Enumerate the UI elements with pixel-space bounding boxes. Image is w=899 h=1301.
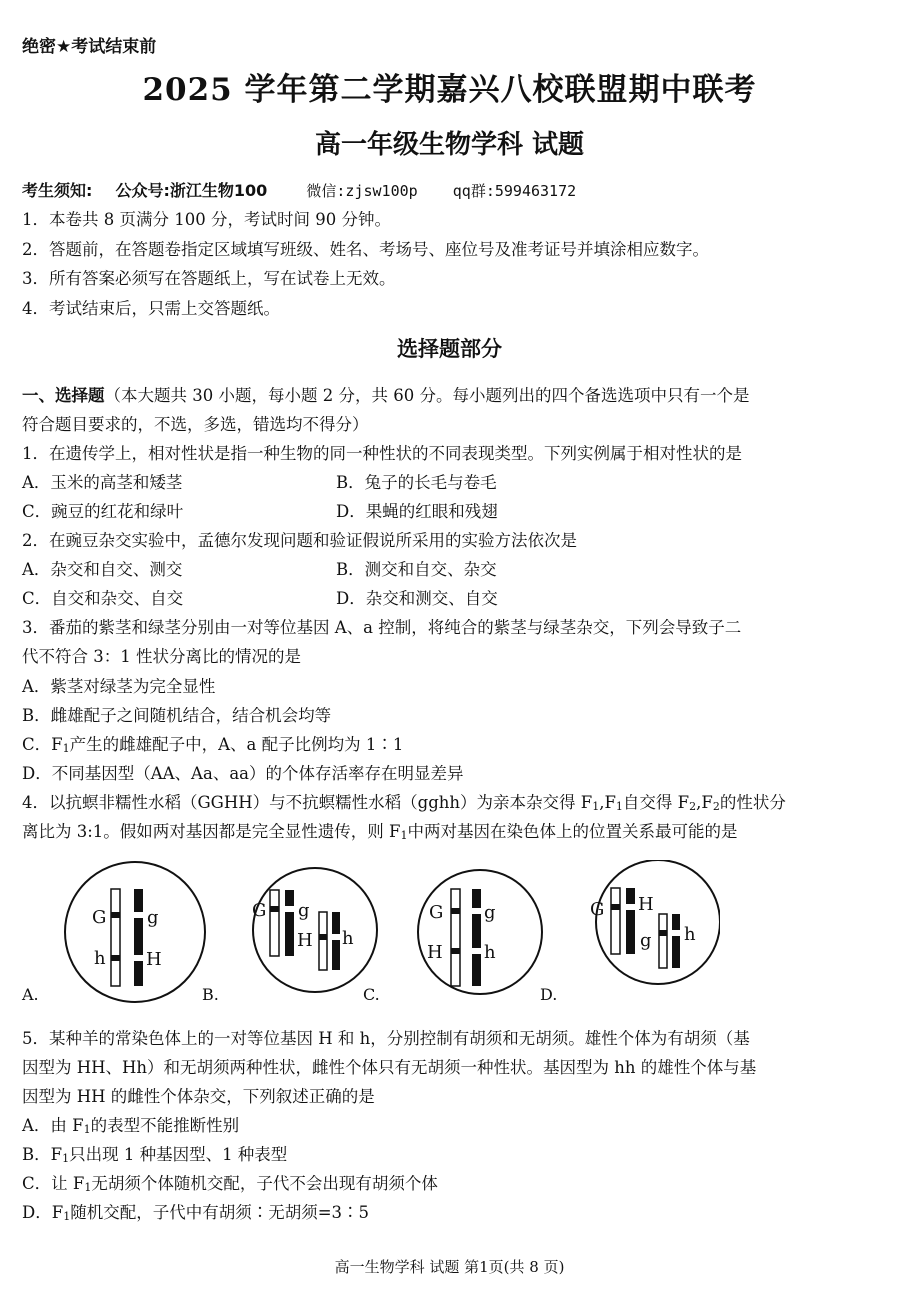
notice-item-1: 1．本卷共 8 页满分 100 分，考试时间 90 分钟。 xyxy=(22,210,391,229)
wechat-id: 微信:zjsw100p xyxy=(306,182,418,200)
q3-c-sub: 1 xyxy=(62,742,70,755)
q5-option-d xyxy=(22,1199,369,1223)
diagram-label-d: D. xyxy=(540,985,558,1004)
q3-option-c xyxy=(22,731,403,755)
q5-b-pre: B．F xyxy=(22,1145,63,1164)
gene-label: g xyxy=(147,907,159,928)
page-footer: 高一生物学科 试题 第1页(共 8 页) xyxy=(334,1258,565,1276)
exam-subtitle: 高一年级生物学科 试题 xyxy=(314,130,585,160)
q1-stem: 1．在遗传学上，相对性状是指一种生物的同一种性状的不同表现类型。下列实例属于相对性状的是 xyxy=(22,444,742,463)
q4-stem-1 xyxy=(22,789,786,813)
instruction-line-2: 符合题目要求的，不选，多选，错选均不得分） xyxy=(22,415,369,434)
q4-s1e: 的性状分 xyxy=(719,793,786,812)
q4-s2b: 中两对基因在染色体上的位置关系最可能的是 xyxy=(407,822,738,841)
q5-d-post: 随机交配，子代中有胡须∶无胡须=3∶5 xyxy=(70,1203,370,1222)
q3-option-b: B．雌雄配子之间随机结合，结合机会均等 xyxy=(22,706,332,725)
gene-label: g xyxy=(298,900,310,921)
notice-label: 考生须知: xyxy=(22,181,93,200)
notice-header xyxy=(22,178,576,201)
q4-s1a: 4．以抗螟非糯性水稻（GGHH）与不抗螟糯性水稻（gghh）为亲本杂交得 F xyxy=(22,793,593,812)
diagram-label-a: A. xyxy=(22,985,39,1004)
q3-stem-1: 3．番茄的紫茎和绿茎分别由一对等位基因 A、a 控制，将纯合的紫茎与绿茎杂交，下列会导致子二 xyxy=(22,618,742,637)
q5-c-pre: C．让 F xyxy=(22,1174,85,1193)
q5-stem-2: 因型为 HH、Hh）和无胡须两种性状，雌性个体只有无胡须一种性状。基因型为 hh 的雄性个体与基 xyxy=(22,1058,757,1077)
q1-option-c: C．豌豆的红花和绿叶 xyxy=(22,502,184,521)
q5-a-sub: 1 xyxy=(83,1123,91,1136)
diagram-c xyxy=(418,870,542,994)
gene-label: h xyxy=(484,942,496,963)
q4-sub-2: 1 xyxy=(615,800,623,813)
diagram-d xyxy=(590,860,720,984)
diagram-label-c: C. xyxy=(363,985,380,1004)
q4-s1d: ,F xyxy=(696,793,713,812)
diagram-b xyxy=(252,868,377,992)
q4-sub-1: 1 xyxy=(592,800,600,813)
q4-s1b: ,F xyxy=(599,793,616,812)
q5-option-a xyxy=(22,1112,239,1136)
q5-c-sub: 1 xyxy=(84,1181,92,1194)
gene-label: g xyxy=(640,930,652,951)
q3-stem-2: 代不符合 3：1 性状分离比的情况的是 xyxy=(22,647,301,666)
q4-sub-5: 1 xyxy=(400,829,408,842)
notice-item-2: 2．答题前，在答题卷指定区域填写班级、姓名、考场号、座位号及准考证号并填涂相应数字。 xyxy=(22,240,709,259)
gene-label: h xyxy=(94,948,106,969)
q2-option-b: B．测交和自交、杂交 xyxy=(336,560,497,579)
q2-option-d: D．杂交和测交、自交 xyxy=(336,589,498,608)
q4-sub-3: 2 xyxy=(689,800,697,813)
q4-sub-4: 2 xyxy=(712,800,720,813)
q5-stem-3: 因型为 HH 的雌性个体杂交，下列叙述正确的是 xyxy=(22,1087,375,1106)
gene-label: G xyxy=(92,907,107,928)
gene-label: g xyxy=(484,902,496,923)
q3-c-post: 产生的雌雄配子中，A、a 配子比例均为 1∶1 xyxy=(69,735,404,754)
gene-label: H xyxy=(297,930,313,951)
q5-stem-1: 5．某种羊的常染色体上的一对等位基因 H 和 h，分别控制有胡须和无胡须。雄性个体为有胡须（基 xyxy=(22,1029,750,1048)
diagram-a xyxy=(65,862,205,1002)
q5-c-post: 无胡须个体随机交配，子代不会出现有胡须个体 xyxy=(91,1174,438,1193)
qq-group: qq群:599463172 xyxy=(452,182,577,200)
gene-label: h xyxy=(684,924,696,945)
instruction-line-1 xyxy=(22,382,749,406)
instruction-bold: 一、选择题 xyxy=(22,386,105,405)
q2-option-a: A．杂交和自交、测交 xyxy=(22,560,183,579)
q4-s2a: 离比为 3:1。假如两对基因都是完全显性遗传，则 F xyxy=(22,822,401,841)
q5-b-post: 只出现 1 种基因型、1 种表型 xyxy=(69,1145,288,1164)
q5-option-b xyxy=(22,1141,287,1165)
notice-item-4: 4．考试结束后，只需上交答题纸。 xyxy=(22,299,280,318)
gene-label: H xyxy=(146,949,162,970)
q1-option-d: D．果蝇的红眼和残翅 xyxy=(336,502,498,521)
gene-label: h xyxy=(342,928,354,949)
secret-mark: 绝密★考试结束前 xyxy=(22,37,157,57)
q5-d-sub: 1 xyxy=(63,1210,71,1223)
q5-d-pre: D．F xyxy=(22,1203,64,1222)
q3-option-a: A．紫茎对绿茎为完全显性 xyxy=(22,677,216,696)
q5-b-sub: 1 xyxy=(62,1152,70,1165)
q3-c-pre: C．F xyxy=(22,735,63,754)
q1-option-a: A．玉米的高茎和矮茎 xyxy=(22,473,183,492)
q1-option-b: B．兔子的长毛与卷毛 xyxy=(336,473,497,492)
section-title: 选择题部分 xyxy=(397,336,502,361)
gene-label: H xyxy=(427,942,443,963)
gene-label: G xyxy=(590,899,605,920)
q3-option-d: D．不同基因型（AA、Aa、aa）的个体存活率存在明显差异 xyxy=(22,764,464,783)
instruction-text: （本大题共 30 小题，每小题 2 分，共 60 分。每小题列出的四个备选选项中只有一个是 xyxy=(104,386,750,405)
q5-option-c xyxy=(22,1170,438,1194)
diagram-label-b: B. xyxy=(202,985,219,1004)
promo-account: 公众号:浙江生物100 xyxy=(115,181,268,200)
notice-item-3: 3．所有答案必须写在答题纸上，写在试卷上无效。 xyxy=(22,269,396,288)
q5-a-post: 的表型不能推断性别 xyxy=(90,1116,240,1135)
q2-option-c: C．自交和杂交、自交 xyxy=(22,589,184,608)
q5-a-pre: A．由 F xyxy=(22,1116,84,1135)
q4-stem-2 xyxy=(22,818,738,842)
gene-label: G xyxy=(252,900,267,921)
gene-label: G xyxy=(429,902,444,923)
exam-title: 2025 学年第二学期嘉兴八校联盟期中联考 xyxy=(142,72,757,108)
gene-label: H xyxy=(638,894,654,915)
q2-stem: 2．在豌豆杂交实验中，孟德尔发现问题和验证假说所采用的实验方法依次是 xyxy=(22,531,577,550)
q4-s1c: 自交得 F xyxy=(622,793,690,812)
